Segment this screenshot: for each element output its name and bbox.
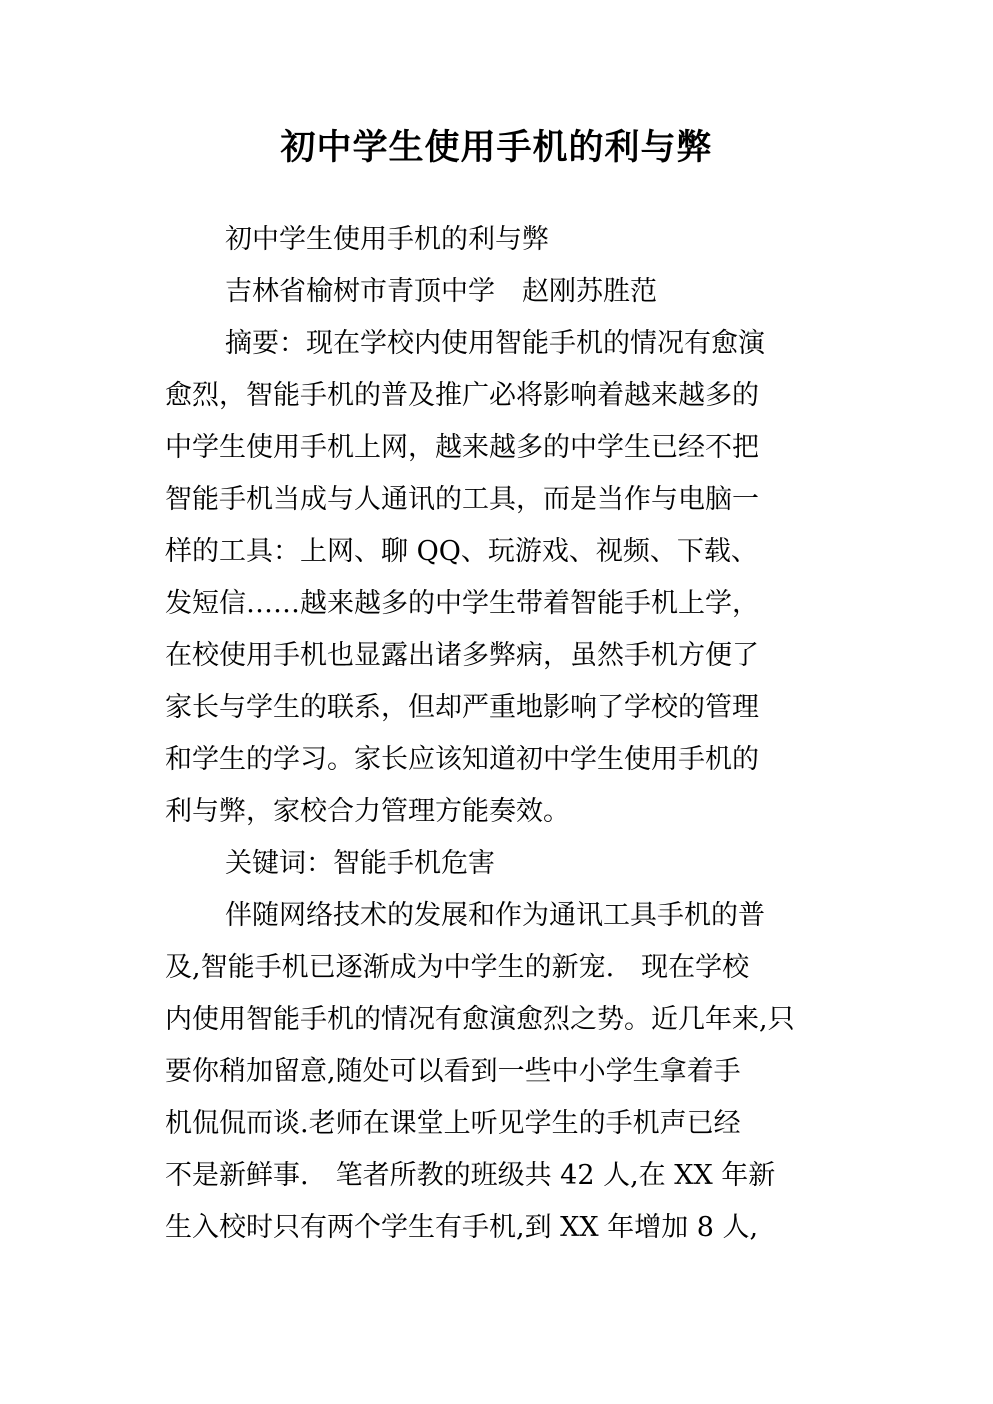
abstract-line: 样的工具：上网、聊 QQ、玩游戏、视频、下载、	[165, 536, 758, 567]
article-title-line: 初中学生使用手机的利与弊	[225, 224, 549, 255]
abstract-line: 利与弊，家校合力管理方能奏效。	[165, 796, 570, 827]
body-paragraph-line: 生入校时只有两个学生有手机,到 XX 年增加 8 人,	[165, 1212, 759, 1243]
abstract-line: 愈烈，智能手机的普及推广必将影响着越来越多的	[165, 380, 759, 411]
body-paragraph-line: 伴随网络技术的发展和作为通讯工具手机的普	[225, 900, 765, 931]
body-paragraph-line: 机侃侃而谈.老师在课堂上听见学生的手机声已经	[165, 1108, 741, 1139]
abstract-line: 家长与学生的联系，但却严重地影响了学校的管理	[165, 692, 759, 723]
abstract-line: 智能手机当成与人通讯的工具，而是当作与电脑一	[165, 484, 759, 515]
keywords-line: 关键词：智能手机危害	[225, 848, 495, 879]
body-paragraph-line: 及,智能手机已逐渐成为中学生的新宠. 现在学校	[165, 952, 750, 983]
body-paragraph-line: 不是新鲜事. 笔者所教的班级共 42 人,在 XX 年新	[165, 1160, 776, 1191]
abstract-line: 摘要：现在学校内使用智能手机的情况有愈演	[225, 328, 765, 359]
body-paragraph-line: 要你稍加留意,随处可以看到一些中小学生拿着手	[165, 1056, 741, 1087]
body-paragraph-line: 内使用智能手机的情况有愈演愈烈之势。近几年来,只	[165, 1004, 795, 1035]
abstract-line: 中学生使用手机上网，越来越多的中学生已经不把	[165, 432, 759, 463]
document-title: 初中学生使用手机的利与弊	[280, 128, 713, 168]
document-body	[165, 214, 885, 1254]
abstract-line: 发短信……越来越多的中学生带着智能手机上学，	[165, 588, 759, 619]
abstract-line: 在校使用手机也显露出诸多弊病，虽然手机方便了	[165, 640, 759, 671]
author-line: 吉林省榆树市青顶中学 赵刚苏胜范	[225, 276, 657, 307]
abstract-line: 和学生的学习。家长应该知道初中学生使用手机的	[165, 744, 759, 775]
